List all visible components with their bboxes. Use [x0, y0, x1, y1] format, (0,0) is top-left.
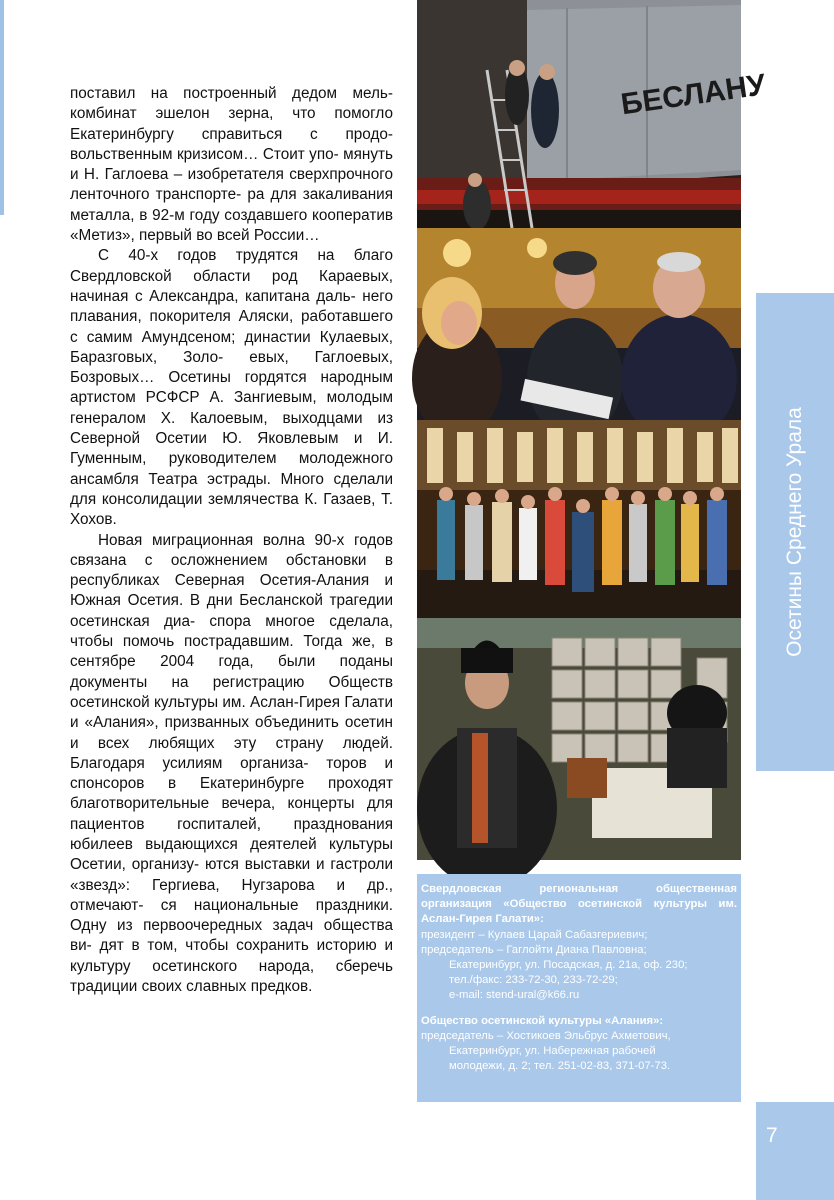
org1-email: e-mail: stend-ural@k66.ru	[449, 989, 580, 1002]
page-number-tab	[756, 1102, 834, 1200]
org1-phone: тел./факс: 233-72-30, 233-72-29;	[449, 974, 618, 987]
photo-exhibition-stand	[417, 618, 741, 860]
contact-info-box	[417, 874, 741, 1102]
org1-chair: председатель – Гаглойти Диана Павловна;	[421, 943, 647, 956]
photo-guests-portrait	[417, 228, 741, 420]
section-side-tab	[756, 293, 834, 771]
article-text	[70, 84, 393, 997]
photo-truck-beslan	[417, 0, 768, 228]
org2-address-line2: молодежи, д. 2; тел. 251-02-83, 371-07-73.	[449, 1060, 671, 1073]
org1-president: президент – Кулаев Царай Сабазгериевич;	[421, 928, 648, 941]
section-title: Осетины Среднего Урала	[783, 407, 806, 657]
org1-title: Свердловская региональная общественная организация «Общество осетинской культуры им. Аслан-Гирея Галати»:	[421, 883, 737, 926]
org2-chair: председатель – Хостикоев Эльбрус Ахметович,	[421, 1029, 671, 1042]
org2-title: Общество осетинской культуры «Алания»:	[421, 1014, 664, 1027]
article-paragraph-3: Новая миграционная волна 90-х годов связана с осложнением обстановки в республиках Северная Осетия-Алания и Южная Осетия. В дни Бесланской трагедии осетинская диа- спора многое сделала, чтобы помочь пострадавшим. Тогда же, в сентябре 2004 года, были поданы документы на регистрацию Обществ осетинской культуры им. Аслан-Гирея Галати и «Алания», призванных объединить осетин и всех любящих эту страну людей. Благодаря усилиям организа- торов и спонсоров в Екатеринбурге проходят благотворительные вечера, концерты для пациентов госпиталей, празднования юбилеев выдающихся деятелей культуры Осетии, организу- ются выставки и гастроли «звезд»: Гергиева, Нугзарова и др., отмечают- ся национальные праздники. Одну из первоочередных задач общества ви- дят в том, чтобы сохранить историю и культуру осетинского народа, сберечь традиции своих славных предков.	[70, 531, 393, 996]
page-number: 7	[766, 1124, 778, 1147]
photo-dance-ensemble	[417, 420, 741, 618]
left-accent-bar	[0, 0, 4, 215]
org2-address-line1: Екатеринбург, ул. Набережная рабочей	[449, 1045, 656, 1058]
truck-sign-text: БЕСЛАНУ	[618, 68, 768, 122]
article-paragraph-2: С 40-х годов трудятся на благо Свердловской области род Караевых, начиная с Александра, капитана даль- него плавания, покорителя Аляски, работавшего с самим Амундсеном; династии Кулаевых, Баразговых, Золо- евых, Гаглоевых, Бозровых… Осетины гордятся народным артистом РСФСР А. Зангиевым, молодым генералом Х. Калоевым, выходцами из Северной Осетии Ю. Яковлевым и И. Гуменным, руководителем молодежного ансамбля Театра эстрады. Много сделали для консолидации землячества К. Газаев, Т. Хохов.	[70, 247, 393, 529]
org1-address: Екатеринбург, ул. Посадская, д. 21а, оф. 230;	[449, 959, 688, 972]
article-paragraph-1: поставил на построенный дедом мель- комбинат эшелон зерна, что помогло Екатеринбургу справиться с продо- вольственным кризисом… Стоит упо- мянуть и Н. Гаглоева – изобретателя сверхпрочного ленточного транспорте- ра для закаливания металла, в 92-м году создавшего кооператив «Метиз», первый во всей России…	[70, 85, 393, 245]
